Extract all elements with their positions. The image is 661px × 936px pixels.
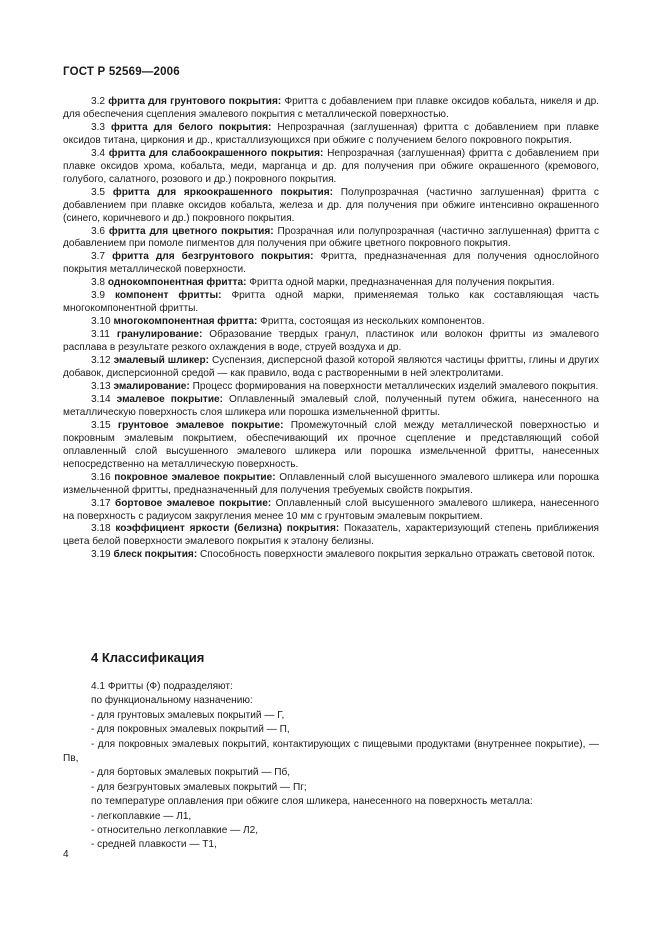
definition-text: Фритта с добавлением при плавке оксидов кобальта, никеля и др. для обеспечения сцепления эмалевого покрытия с металлической поверхностью. bbox=[63, 96, 599, 120]
definition-term: эмалевый шликер: bbox=[113, 355, 210, 367]
definition-item bbox=[63, 251, 599, 277]
definition-term: эмалевое покрытие: bbox=[116, 393, 224, 405]
definitions-list bbox=[63, 96, 599, 562]
definition-term: фритта для грунтового покрытия: bbox=[108, 96, 282, 107]
definition-item bbox=[63, 277, 599, 290]
classification-item: - для грунтовых эмалевых покрытий — Г, bbox=[91, 709, 285, 721]
definition-term: компонент фритты: bbox=[115, 290, 222, 302]
definition-text: Суспензия, дисперсной фазой которой являются частицы фритты, глины и других добавок, дисперсионной средой — как правило, вода с растворенными в ней электролитами. bbox=[63, 355, 599, 380]
classification-item: - средней плавкости — Т1, bbox=[91, 839, 217, 851]
definition-item bbox=[63, 290, 599, 316]
classification-item: 4.1 Фритты (Ф) подразделяют: bbox=[91, 681, 233, 692]
definition-text: Оплавленный слой высушенного эмалевого шликера или порошка измельченной фритты, предназначенный для получения требуемых свойств покрытия. bbox=[63, 471, 599, 496]
definition-number: 3.7 bbox=[91, 251, 106, 263]
classification-item: - легкоплавкие — Л1, bbox=[91, 810, 192, 822]
definition-term: коэффициент яркости (белизна) покрытия: bbox=[115, 523, 340, 535]
definition-term: многокомпонентная фритта: bbox=[113, 316, 258, 328]
definition-item bbox=[63, 472, 599, 498]
classification-item: - для безгрунтовых эмалевых покрытий — Пг; bbox=[91, 781, 307, 793]
classification-item: - для покровных эмалевых покрытий, контактирующих с пищевыми продуктами (внутреннее покрытие), — Пв, bbox=[63, 738, 599, 765]
definition-item bbox=[63, 355, 599, 381]
section-title: 4 Классификация bbox=[91, 650, 205, 665]
definition-text: Оплавленный эмалевый слой, полученный путем обжига, нанесенного на металлическую поверхность слоя шликера или порошка измельченной фритты. bbox=[63, 393, 599, 418]
classification-list bbox=[63, 680, 599, 853]
definition-item bbox=[63, 420, 599, 472]
definition-item bbox=[63, 498, 599, 524]
definition-text: Фритта одной марки, предназначенная для получения покрытия. bbox=[249, 277, 555, 289]
classification-item: - относительно легкоплавкие — Л2, bbox=[91, 825, 259, 837]
definition-text: Фритта, предназначенная для получения однослойного покрытия металлической поверхности. bbox=[63, 251, 599, 276]
definition-item bbox=[63, 148, 599, 187]
definition-number: 3.14 bbox=[91, 393, 111, 405]
definition-term: грунтовое эмалевое покрытие: bbox=[117, 419, 284, 431]
classification-item: - для покровных эмалевых покрытий — П, bbox=[91, 724, 290, 736]
definition-term: бортовое эмалевое покрытие: bbox=[114, 497, 272, 509]
definition-item bbox=[63, 187, 599, 226]
definition-number: 3.10 bbox=[91, 316, 111, 328]
definition-term: фритта для яркоокрашенного покрытия: bbox=[112, 186, 333, 198]
definition-item bbox=[63, 381, 599, 394]
definition-number: 3.13 bbox=[91, 380, 111, 392]
definition-number: 3.8 bbox=[91, 277, 106, 289]
definition-term: эмалирование: bbox=[113, 380, 190, 392]
definition-text: Непрозрачная (заглушенная) фритта с добавлением при плавке оксидов хрома, кобальта, меди, марганца и др. для получения при обжиге окрашенного (кремового, голубого, салатного, розового и др.) покровного покрытия. bbox=[63, 147, 600, 185]
definition-term: фритта для безгрунтового покрытия: bbox=[112, 251, 314, 263]
definition-text: Оплавленный слой высушенного эмалевого шликера, нанесенного на поверхность с радиусом закругления менее 10 мм с грунтовым эмалевым покрытием. bbox=[63, 497, 599, 522]
definition-term: однокомпонентная фритта: bbox=[107, 277, 247, 289]
definition-number: 3.15 bbox=[91, 419, 111, 431]
definition-number: 3.11 bbox=[91, 329, 110, 341]
definition-term: блеск покрытия: bbox=[113, 549, 198, 561]
definition-text: Способность поверхности эмалевого покрытия зеркально отражать световой поток. bbox=[200, 549, 595, 561]
definition-item bbox=[63, 523, 599, 549]
definition-text: Промежуточный слой между металлической поверхностью и покровным эмалевым покрытием, обеспечивающий их прочное сцепление и представляющий собой оплавленный слой высушенного эмалевого шликера или порошка измельченной фритты, нанесенных непосредственно на металлическую поверхность. bbox=[63, 419, 599, 470]
definition-number: 3.17 bbox=[91, 497, 111, 509]
definition-text: Фритта, состоящая из нескольких компонентов. bbox=[260, 316, 485, 328]
definition-item bbox=[63, 96, 599, 122]
page-number: 4 bbox=[63, 849, 69, 860]
definition-term: фритта для слабоокрашенного покрытия: bbox=[108, 147, 324, 159]
definition-item bbox=[63, 122, 599, 148]
definition-text: Прозрачная или полупрозрачная (частично заглушенная) фритта с добавлением при помоле пигментов для получения при обжиге цветного покровного покрытия. bbox=[63, 225, 599, 250]
document-header: ГОСТ Р 52569—2006 bbox=[63, 66, 180, 78]
definition-text: Фритта одной марки, применяемая только как составляющая часть многокомпонентной фритты. bbox=[63, 290, 599, 315]
definition-text: Непрозрачная (заглушенная) фритта с добавлением при плавке оксидов титана, циркония и др., кристаллизующихся при обжиге с получением белого покровного покрытия. bbox=[63, 121, 600, 146]
definition-number: 3.18 bbox=[91, 523, 111, 535]
definition-item bbox=[63, 394, 599, 420]
definition-item bbox=[63, 226, 599, 252]
definition-term: фритта для цветного покрытия: bbox=[108, 225, 274, 237]
definition-item bbox=[63, 316, 599, 329]
definition-number: 3.3 bbox=[91, 121, 106, 133]
definition-number: 3.9 bbox=[91, 290, 106, 302]
definition-text: Полупрозрачная (частично заглушенная) фритта с добавлением при плавке оксидов кобальта, железа и др. для получения при обжиге интенсивно окрашенного (синего, коричневого и др.) покровного покрытия. bbox=[63, 186, 599, 224]
definition-number: 3.19 bbox=[91, 549, 111, 561]
definition-number: 3.6 bbox=[91, 225, 106, 237]
definition-number: 3.4 bbox=[91, 147, 106, 159]
definition-term: фритта для белого покрытия: bbox=[111, 121, 272, 133]
definition-term: покровное эмалевое покрытие: bbox=[114, 471, 276, 483]
definition-item bbox=[63, 329, 599, 355]
classification-item: по температуре оплавления при обжиге слоя шликера, нанесенного на поверхность металла: bbox=[91, 796, 533, 808]
classification-item: по функциональному назначению: bbox=[91, 695, 253, 707]
definition-term: гранулирование: bbox=[116, 329, 203, 341]
definition-number: 3.16 bbox=[91, 471, 111, 483]
classification-item: - для бортовых эмалевых покрытий — Пб, bbox=[91, 767, 291, 779]
definition-item bbox=[63, 549, 599, 562]
definition-text: Показатель, характеризующий степень приближения цвета белой поверхности эмалевого покрытия к эталону белизны. bbox=[63, 523, 599, 548]
definition-number: 3.5 bbox=[91, 186, 106, 198]
definition-text: Процесс формирования на поверхности металлических изделий эмалевого покрытия. bbox=[192, 380, 599, 392]
definition-number: 3.12 bbox=[91, 355, 111, 367]
definition-text: Образование твердых гранул, пластинок или волокон фритты из эмалевого расплава в результате резкого охлаждения в воде, струей воздуха и др. bbox=[63, 329, 599, 354]
definition-number: 3.2 bbox=[91, 96, 106, 107]
